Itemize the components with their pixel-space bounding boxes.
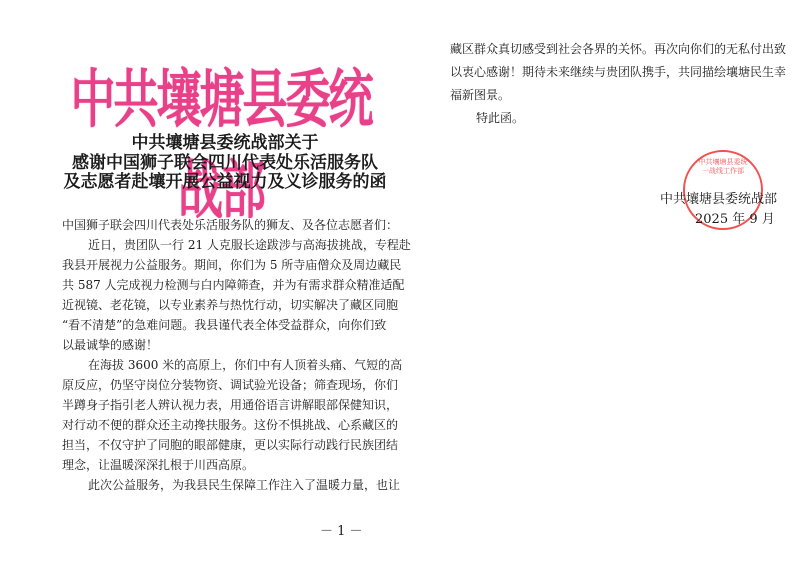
body-line: 对行动不便的群众还主动搀扶服务。这份不惧挑战、心系藏区的: [62, 418, 399, 432]
body-line: 理念，让温暖深深扎根于川西高原。: [62, 458, 255, 472]
title-line: 感谢中国狮子联会四川代表处乐活服务队: [72, 152, 378, 173]
body-line: 半蹲身子指引老人辨认视力表，用通俗语言讲解眼部保健知识，: [62, 398, 399, 412]
signature-date: 2025 年 9 月: [695, 212, 775, 227]
title-line: 及志愿者赴壤开展公益视力及义诊服务的函: [63, 172, 387, 192]
body-line: 原反应，仍坚守岗位分装物资、调试验光设备；筛查现场，你们: [62, 378, 399, 392]
body-line: 以最诚挚的感谢！: [62, 338, 159, 352]
body-line: 此次公益服务，为我县民生保障工作注入了温暖力量，也让: [88, 478, 401, 492]
left-column-body: [62, 215, 411, 495]
body-line: 近日，贵团队一行 21 人克服长途跋涉与高海拔挑战，专程赴: [88, 238, 411, 252]
right-column-body: [450, 38, 786, 130]
body-line: 在海拔 3600 米的高原上，你们中有人顶着头痛、气短的高: [88, 358, 403, 372]
body-line: 担当，不仅守护了同胞的眼部健康，更以实际行动践行民族团结: [62, 438, 399, 452]
salutation: 中国狮子联会四川代表处乐活服务队的狮友、及各位志愿者们：: [62, 218, 399, 232]
signature-block: [660, 190, 777, 230]
body-line: 我县开展视力公益服务。期间，你们为 5 所寺庙僧众及周边藏民: [62, 258, 402, 272]
document-title: [40, 134, 410, 193]
title-line: 中共壤塘县委统战部关于: [131, 133, 319, 153]
signature-org: 中共壤塘县委统战部: [660, 192, 778, 207]
body-line: 共 587 人完成视力检测与白内障筛查，并为有需求群众精准适配: [62, 278, 405, 292]
seal-text: 中共壤塘县委统一战线工作部: [698, 158, 748, 175]
closing-line: 特此函。: [476, 111, 525, 125]
page-number: － 1 －: [320, 524, 363, 539]
body-line: 近视镜、老花镜，以专业素养与热忱行动，切实解决了藏区同胞: [62, 298, 399, 312]
body-line: “看不清楚”的急难问题。我县谨代表全体受益群众，向你们致: [62, 318, 387, 332]
letterhead: 中共壤塘县委统战部: [70, 62, 372, 228]
body-line: 藏区群众真切感受到社会各界的关怀。再次向你们的无私付出致: [450, 42, 787, 56]
body-line: 以衷心感谢！期待未来继续与贵团队携手，共同描绘壤塘民生幸: [450, 65, 787, 79]
body-line: 福新图景。: [450, 88, 511, 102]
